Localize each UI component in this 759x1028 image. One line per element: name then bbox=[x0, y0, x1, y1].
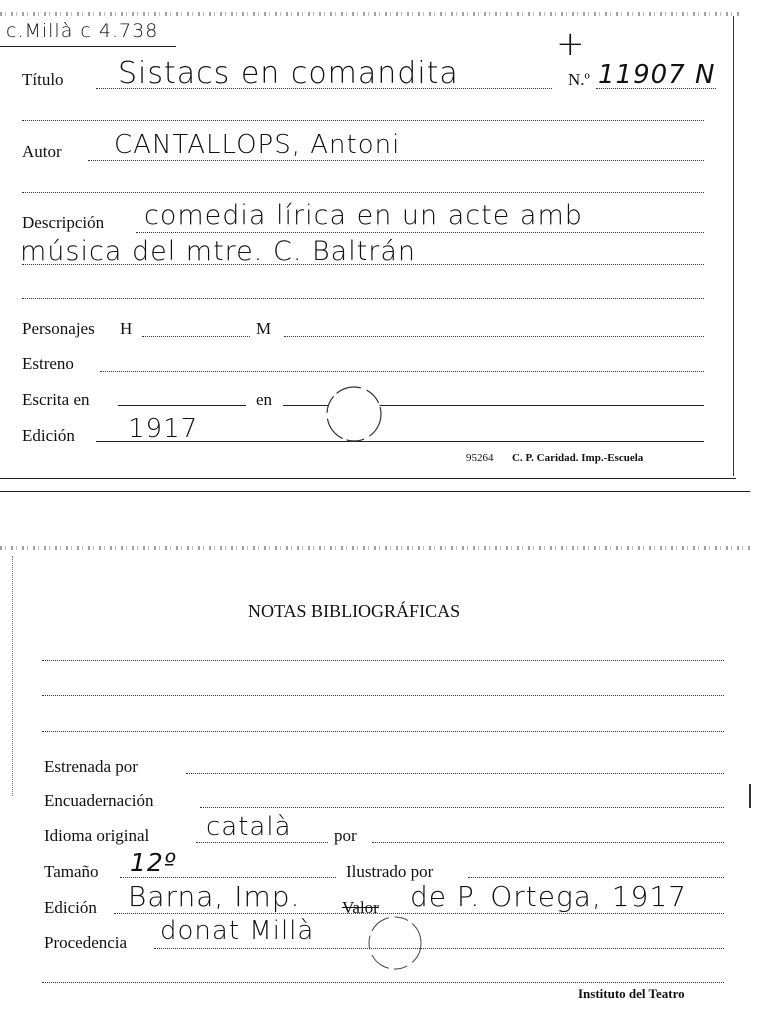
autor-line-2 bbox=[22, 192, 704, 193]
back-top-edge-noise bbox=[0, 546, 752, 550]
idioma-por-line bbox=[372, 842, 724, 843]
descripcion-value-1: comedia lírica en un acte amb bbox=[144, 200, 583, 231]
escrita-line bbox=[118, 405, 246, 406]
personajes-m-label: M bbox=[256, 319, 272, 338]
procedencia-value: donat Millà bbox=[160, 916, 315, 946]
notas-line-3 bbox=[42, 731, 724, 732]
descripcion-value-2: música del mtre. C. Baltrán bbox=[20, 236, 417, 267]
valor-label: Valor bbox=[342, 898, 379, 917]
corner-note: c.Millà c 4.738 bbox=[6, 20, 159, 42]
edicion-value: 1917 bbox=[128, 414, 199, 444]
escrita-label: Escrita en bbox=[22, 390, 90, 409]
cross-mark: + bbox=[556, 24, 586, 64]
stamp-circle-front bbox=[322, 384, 386, 448]
descripcion-line-3 bbox=[22, 298, 704, 299]
procedencia-label: Procedencia bbox=[44, 933, 128, 952]
idioma-por-label: por bbox=[334, 826, 357, 845]
notas-line-2 bbox=[42, 695, 724, 696]
idioma-line bbox=[196, 842, 328, 843]
estreno-line bbox=[100, 371, 704, 372]
back-right-mark bbox=[749, 784, 751, 808]
procedencia-line-2 bbox=[42, 982, 724, 983]
procedencia-line bbox=[154, 948, 724, 949]
idioma-value: català bbox=[206, 812, 292, 842]
back-edicion-label: Edición bbox=[44, 898, 97, 917]
top-edge-noise bbox=[0, 12, 740, 16]
tamano-line bbox=[120, 877, 336, 878]
titulo-value: Sistacs en comandita bbox=[118, 56, 459, 91]
back-edicion-value-a: Barna, Imp. bbox=[128, 880, 301, 913]
ilustrado-label: Ilustrado por bbox=[346, 862, 434, 881]
titulo-line-2 bbox=[22, 120, 704, 121]
autor-line bbox=[88, 160, 704, 161]
front-bottom-border-2 bbox=[0, 491, 750, 492]
personajes-m-line bbox=[284, 336, 704, 337]
institute-footer: Instituto del Teatro bbox=[578, 986, 685, 1001]
personajes-h-line bbox=[142, 336, 250, 337]
front-right-border bbox=[733, 16, 734, 476]
titulo-label: Título bbox=[22, 70, 64, 89]
stamp-circle-back bbox=[364, 912, 426, 974]
encuadernacion-label: Encuadernación bbox=[44, 791, 154, 810]
ilustrado-line bbox=[468, 877, 724, 878]
descripcion-label: Descripción bbox=[22, 213, 105, 232]
idioma-label: Idioma original bbox=[44, 826, 150, 845]
edicion-label: Edición bbox=[22, 426, 75, 445]
encuadernacion-line bbox=[200, 807, 724, 808]
numero-value: 11907 N bbox=[598, 60, 716, 90]
autor-value: CANTALLOPS, Antoni bbox=[114, 130, 401, 160]
escrita-en-label: en bbox=[256, 390, 273, 409]
tamano-label: Tamaño bbox=[44, 862, 99, 881]
back-left-edge bbox=[12, 556, 13, 796]
corner-note-underline bbox=[0, 46, 176, 47]
notas-heading: NOTAS BIBLIOGRÁFICAS bbox=[248, 601, 461, 621]
personajes-h-label: H bbox=[120, 319, 133, 338]
numero-label: N.º bbox=[568, 70, 590, 89]
front-bottom-border bbox=[0, 478, 736, 479]
printer-code: 95264 bbox=[466, 452, 494, 464]
personajes-label: Personajes bbox=[22, 319, 95, 338]
estreno-label: Estreno bbox=[22, 354, 74, 373]
back-edicion-value-b: de P. Ortega, 1917 bbox=[410, 880, 687, 913]
estrenada-line bbox=[186, 773, 724, 774]
autor-label: Autor bbox=[22, 142, 62, 161]
notas-line-1 bbox=[42, 660, 724, 661]
printer-name: C. P. Caridad. Imp.-Escuela bbox=[512, 452, 644, 464]
tamano-value: 12º bbox=[130, 848, 177, 877]
estrenada-label: Estrenada por bbox=[44, 757, 138, 776]
descripcion-line-1 bbox=[136, 232, 704, 233]
